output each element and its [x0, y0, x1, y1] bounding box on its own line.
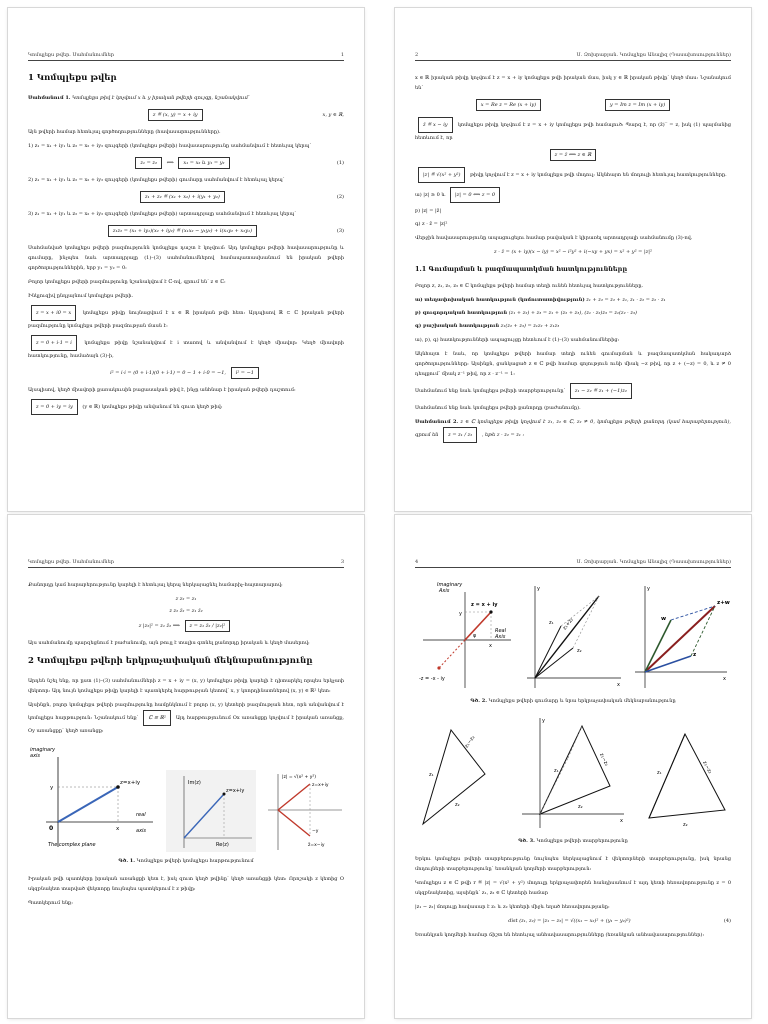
- paragraph-5: ա), բ), գ) հատկությունների ապացույցը հետևում է (1)–(3) սահմանումներից։: [415, 337, 620, 343]
- paragraph-real-embedding: [28, 305, 344, 331]
- paragraph-5: Այդ հարթությունում Ox առանցքը կոչվում է իրական առանցք, Oy առանցքը՝ կեղծ առանցք։: [28, 715, 344, 734]
- equation-quotient-2: z z₂ z̄₂ = z₁ z̄₂: [169, 608, 203, 614]
- page-number: 1: [340, 52, 344, 58]
- paragraph-3: Ինկլուզիվ ընդլայնում կոմպլեքս թվերի.: [28, 293, 134, 299]
- definition-equation-row: [28, 109, 344, 121]
- label-x: x: [616, 682, 620, 688]
- page-3: [8, 515, 364, 1018]
- section-title: 1 Կոմպլեքս թվեր: [28, 73, 117, 83]
- equation-2: z₁ + z₂ ≝ (x₁ + x₂) + i(y₁ + y₂): [140, 191, 225, 203]
- definition-condition: x, y ∈ ℝ,: [322, 112, 344, 118]
- paragraph-4: կոմպլեքս թիվը նույնացվում է x ∈ ℝ իրական թվի հետ։ Այդպիսով ℝ ⊂ ℂ իրական թվերի բազմությունը կոմպլեքս թվերի բազմության մասն է։: [28, 310, 344, 329]
- equation-1-row: [28, 157, 344, 169]
- label-difference: z₁−z₂: [701, 760, 713, 775]
- property-associative-equation: (z₁ + z₂) + z₃ = z₁ + (z₂ + z₃), (z₁ · z₂)z₃ = z₁(z₂ · z₃): [508, 310, 637, 316]
- vector-z: [278, 784, 310, 810]
- label-w: w: [661, 616, 667, 622]
- figure-1a-complex-plane: [28, 742, 158, 852]
- label-modulus: |z| = √(x² + y²): [282, 775, 316, 780]
- label-x: x: [723, 676, 726, 682]
- vector-sum: [535, 596, 599, 678]
- equation-imaginary-unit: z = 0 + i·1 = i: [31, 335, 77, 351]
- caption-text: Կոմպլեքս թվերի տարբերությունը: [536, 838, 628, 844]
- label-phi: φ: [473, 633, 477, 639]
- equation-quotient-1: z z₂ = z₁: [175, 596, 197, 602]
- paragraph-conjugate: [415, 117, 731, 143]
- equation-quotient-3-arrow: ⟹: [172, 623, 180, 629]
- label-x: x: [489, 643, 492, 649]
- caption-text: Կոմպլեքս թվերի կոմպլեքս հարթությունում: [136, 858, 254, 864]
- paragraph-2: Այս սահմանումը պարզեցնում է բաժանումը, այն թույլ է տալիս գտնել քանորդը իրական և կեղծ մասերով։: [28, 640, 310, 646]
- subsection-title: 1.1 Գումարման և բազմապատկման հատկությունները: [415, 265, 628, 273]
- running-header: [28, 555, 344, 568]
- figure-1: [28, 742, 344, 852]
- property-commutative-label: ա) տեղափոխական հատկություն (կոմուտատիվություն): [415, 297, 585, 303]
- plane-title: The complex plane: [48, 842, 96, 848]
- figure-3: [415, 714, 731, 832]
- equation-proof: z · z̄ = (x + iy)(x − iy) = x² − i²y² + i(−xy + yx) = x² + y² = |z|²: [494, 249, 652, 255]
- running-header: [28, 48, 344, 61]
- label-z1: z₁: [554, 768, 559, 774]
- caption-label: Գծ. 2.: [470, 698, 487, 704]
- property-a-equation: |z| = 0 ⟺ z = 0: [450, 187, 500, 203]
- paragraph-6: Այսպիսով, կեղծ միավորի քառակուսին բացասական թիվ է, ինչը անհնար է իրական թվերի դաշտում։: [28, 387, 296, 393]
- equation-distance: dist (z₁, z₂) = |z₁ − z₂| = √((x₁ − x₂)² + (y₁ − y₂)²): [508, 918, 631, 924]
- equation-3-number: (3): [336, 228, 344, 234]
- label-z: z = x + iy: [471, 602, 498, 608]
- header-left: Կոմպլեքս թվեր. Սահմանումներ: [28, 52, 114, 58]
- label-z: z: [693, 652, 697, 658]
- vector-neg-z: [439, 640, 465, 668]
- page-1: [8, 8, 364, 511]
- property-c: գ) z · z̄ = |z|²: [415, 221, 448, 227]
- equation-distance-number: (4): [723, 918, 731, 924]
- label-difference: z₁−z₂: [598, 752, 610, 768]
- label-neg-z: -z = -x - iy: [419, 676, 445, 682]
- figure-2b-parallelogram: [521, 580, 626, 692]
- figure-3b-difference-axes: [518, 714, 628, 832]
- vector-z-plus-w: [645, 606, 715, 672]
- operations-intro: Այն թվերի համար հետևյալ գործողությունները (հավասարությունները).: [28, 129, 221, 135]
- paragraph-2: Կոմպլեքս z ∈ ℂ թվի r ≝ |z| = √(x² + y²) մոդուլը երկրաչափորեն հանդիսանում է այդ կետի հեռավորությունը z = 0 սկզբնակետից, այսինքն՝ z₁, z₂ ∈ ℂ կետերի համար: [415, 880, 731, 896]
- label-imaginary: Imaginary: [437, 582, 463, 588]
- label-sum: z₁+z₂: [561, 616, 575, 632]
- equation-1-iff: ⟺: [166, 160, 174, 166]
- equation-quotient-3: z |z₂|² = z₁ z̄₂: [138, 623, 172, 629]
- label-y: y: [459, 611, 462, 617]
- label-y: y: [542, 718, 545, 724]
- paragraph-5: կոմպլեքս թիվը նշանակվում է i տառով և անվանվում է կեղծ միավոր։ Կեղծ միավորի հատկությունը, համաձայն (3)-ի,: [28, 340, 344, 359]
- page-number: 3: [340, 559, 344, 565]
- header-right: Ս. Զոխրաբյան. Կոմպլեքս Անալիզ (Դասախոսություններ): [576, 559, 731, 565]
- paragraph-imaginary-unit: [28, 335, 344, 361]
- paragraph-modulus: [415, 167, 731, 183]
- label-x: x: [620, 818, 623, 824]
- paragraph-7: (y ∈ ℝ) կոմպլեքս թիվը անվանում են զուտ կեղծ թիվ։: [82, 404, 223, 410]
- label-z1: z₁: [429, 772, 434, 778]
- label-z1: z₁: [548, 620, 554, 626]
- running-header: [415, 48, 731, 61]
- paragraph-1: Երկու կոմպլեքս թվերի տարբերությունը նույնպես ներկայացնում է վեկտորների տարբերությունը, իսկ նրանց մոդուլների տարբերությունը՝ եռանկյան կողմերի տարբերություն։: [415, 856, 731, 872]
- caption-label: Գծ. 1.: [118, 858, 136, 864]
- figure-1-caption: [28, 858, 344, 864]
- label-axis: axis: [136, 828, 147, 834]
- label-real: Real: [495, 628, 507, 634]
- label-axis: Axis: [495, 634, 506, 640]
- caption-label: Գծ. 3.: [518, 838, 535, 844]
- equation-conjugate-real-row: [415, 149, 731, 161]
- label-origin: 0: [49, 825, 54, 832]
- label-z2: z₂: [683, 822, 688, 828]
- property-a-text: ա) |z| ≥ 0 և: [415, 192, 446, 198]
- paragraph-1: x ∈ ℝ իրական թիվը կոչվում է z = x + iy կոմպլեքս թվի իրական մաս, իսկ y ∈ ℝ իրական թիվը՝ կեղծ մաս։ Նշանակում են՝: [415, 75, 731, 91]
- figure-2-caption: [415, 698, 731, 704]
- label-im: Im(z): [188, 780, 201, 786]
- equation-difference: z₁ − z₂ ≝ z₁ + (−1)z₂: [570, 383, 632, 399]
- definition-text: Կոմպլեքս թիվ է կոչվում x և y իրական թվերի զույգը, նշանակվում՝: [72, 95, 250, 101]
- equation-quotient-3-box: z = z₁ z̄₂ / |z₂|²: [185, 620, 231, 632]
- label-real: real: [136, 812, 146, 818]
- item-1: 1) z₁ = x₁ + iy₁ և z₂ = x₂ + iy₂ զույգերի (կոմպլեքս թվերի) հավասարությունը սահմանվում է հետևյալ կերպ՝: [28, 143, 312, 149]
- paragraph-6: Իրական թվի պատկերը իրական առանցքի կետ է, իսկ զուտ կեղծ թվինը՝ կեղծ առանցքի կետ։ Որոշակի z կետից O սկզբնակետ տարված վեկտորը նույնպես պատկերում է z թիվը։: [28, 876, 344, 892]
- figure-2a-opposite: [415, 580, 515, 692]
- figure-2c-vector-sum: [631, 580, 731, 692]
- point-neg-z: [437, 666, 440, 669]
- paragraph-3: Արդեն նշել ենք, որ ըստ (1)–(3) սահմանումների z = x + iy = (x, y) կոմպլեքս թիվը կարելի է դիտարկել որպես երկչափ վեկտոր։ Այդ նույն կոմպլեքս թիվը կարելի է պատկերել հարթության կետով՝ x, y կոորդինատներով (x, y) ∈ ℝ² կետ։: [28, 678, 344, 694]
- definition-2-text: z ∈ ℂ կոմպլեքս թիվը կոչվում է z₁, z₂ ∈ ℂ, z₂ ≠ 0, կոմպլեքս թվերի քանորդ (կամ հարաբերություն), գրում են: [415, 419, 732, 438]
- equation-1-left: z₁ = z₂: [135, 157, 162, 169]
- equation-3-row: [28, 225, 344, 237]
- page-number: 2: [415, 52, 419, 58]
- definition-1: [28, 93, 344, 103]
- property-associative-label: բ) զուգորդական հատկություն: [415, 310, 508, 316]
- equation-3: z₁z₂ = (x₁ + iy₁)(x₂ + iy₂) ≝ (x₁x₂ − y₁y₂) + i(x₁y₂ + x₂y₁): [108, 225, 257, 237]
- equation-real-part: x = Re z = Re (x + iy): [476, 99, 541, 111]
- label-z2: z₂: [578, 804, 583, 810]
- figure-3a-difference: [415, 714, 505, 832]
- paragraph-2: կոմպլեքս թիվը կոչվում է z = x + iy կոմպլեքս թվի համալուծ։ Պարզ է, որ (z̄)‾ = z, իսկ (1) պայմանից հետևում է, որ: [415, 122, 732, 141]
- vector-z1: [535, 626, 561, 678]
- equation-imaginary-part: y = Im z = Im (x + iy): [605, 99, 670, 111]
- property-distributive: [415, 321, 731, 331]
- paragraph-1: Քանորդը կամ հարաբերությունը կարելի է հետևյալ կերպ ներկայացնել համարիչ-հայտարարով։: [28, 582, 283, 588]
- property-distributive-equation: z₁(z₂ + z₃) = z₁z₂ + z₁z₃: [500, 323, 560, 329]
- paragraph-4: Վերջին հավասարությունը ապացուցելու համար բավական է կիրառել արտադրյալի սահմանումը (3)-ով.: [415, 235, 693, 241]
- label-imaginary: imaginary: [30, 747, 56, 753]
- vector-z: [184, 794, 224, 838]
- equation-1-right: x₁ = x₂ և y₁ = y₂: [178, 157, 229, 169]
- label-point: z=x+iy: [312, 783, 329, 788]
- definition-2: [415, 417, 731, 443]
- caption-text: Կոմպլեքս թվերի գումարը և նրա երկրաչափական մեկնաբանությունը: [488, 698, 676, 704]
- equation-2-row: [28, 191, 344, 203]
- label-point: z=x+iy: [226, 788, 245, 794]
- page-number: 4: [415, 559, 419, 565]
- item-3: 3) z₁ = x₁ + iy₁ և z₂ = x₂ + iy₂ զույգերի (կոմպլեքս թվերի) արտադրյալը սահմանվում է հետևյալ կերպ՝: [28, 211, 297, 217]
- paragraph-pure-imaginary: [28, 399, 344, 415]
- property-distributive-label: գ) բաշխական հատկություն: [415, 323, 500, 329]
- label-x: x: [116, 826, 120, 832]
- property-commutative: [415, 295, 731, 305]
- figure-1b-re-im: [166, 770, 256, 852]
- label-z-plus-w: z+w: [717, 600, 730, 606]
- equation-pure-imaginary: z = 0 + iy = iy: [31, 399, 78, 415]
- paragraph-3: թիվը կոչվում է z = x + iy կոմպլեքս թվի մոդուլ։ Ակնհայտ են մոդուլի հետևյալ հատկությունները.: [470, 172, 727, 178]
- label-axis: Axis: [439, 588, 450, 594]
- equation-conjugate: z̄ ≝ x − iy: [418, 117, 453, 133]
- paragraph-7: Սահմանում ենք նաև կոմպլեքս թվերի տարբերությունը՝: [415, 388, 566, 394]
- property-associative: [415, 308, 731, 318]
- figure-1c-conjugate: [264, 770, 344, 852]
- paragraph-6: Ակնհայտ է նաև, որ կոմպլեքս թվերի համար տեղի ունեն գումարման և բազմապատկման հակադարձ գործողությունները։ Այսինքն, ցանկացած z ∈ ℂ թվի համար գոյություն ունի միակ −z թիվ, որ z + (−z) = 0, և z ≠ 0 դեպքում՝ միակ z⁻¹ թիվ, որ z · z⁻¹ = 1։: [415, 351, 731, 377]
- definition-equation: z ≝ (x, y) = x + iy: [148, 109, 203, 121]
- equation-modulus: |z| ≝ √(x² + y²): [418, 167, 465, 183]
- figure-2: [415, 580, 731, 692]
- paragraph-7: Պատկերում ենք։: [28, 900, 73, 906]
- figure-3-caption: [415, 838, 731, 844]
- point-z: [489, 610, 492, 613]
- definition-2-label: Սահմանում 2.: [415, 419, 459, 425]
- section-title: 2 Կոմպլեքս թվերի երկրաչափական մեկնաբանությունը: [28, 656, 313, 666]
- definition-2-equation: z = z₁ / z₂: [443, 427, 477, 443]
- equation-i-squared-box: i² = −1: [231, 367, 259, 379]
- paragraph-difference: [415, 383, 731, 399]
- vector-z: [465, 612, 491, 640]
- triangle: [649, 734, 725, 818]
- running-header: [415, 555, 731, 568]
- label-y: y: [50, 785, 54, 791]
- figure-3c-difference: [641, 714, 731, 832]
- label-y: y: [536, 586, 540, 592]
- vector-conjugate: [278, 810, 310, 836]
- equation-1-number: (1): [336, 160, 344, 166]
- equation-plane: ℂ ≅ ℝ²: [143, 710, 171, 726]
- equation-conjugate-real: z = z̄ ⟺ z ∈ ℝ: [550, 149, 597, 161]
- label-conjugate: z̄=x−iy: [308, 843, 325, 848]
- re-im-row: [415, 99, 731, 111]
- label-point: z=x+iy: [120, 780, 141, 786]
- definition-label: Սահմանում 1.: [28, 95, 71, 101]
- property-a: [415, 187, 731, 203]
- property-commutative-equation: z₁ + z₂ = z₂ + z₁, z₁ · z₂ = z₂ · z₁: [586, 297, 666, 303]
- label-z2: z₂: [455, 802, 460, 808]
- label-y: y: [647, 586, 650, 592]
- equation-quotient-3-row: [28, 620, 344, 632]
- equation-2-number: (2): [336, 194, 344, 200]
- paragraph-3: |z₁ − z₂| մոդուլը հավասար է z₁ և z₂ կետերի միջև եղած հեռավորությանը։: [415, 904, 610, 910]
- label-neg-y: −y: [312, 829, 319, 834]
- equation-i-squared: i² = i·i = (0 + i·1)(0 + i·1) = 0 − 1 + i·0 = −1,: [110, 370, 226, 376]
- label-difference: z₁−z₂: [463, 734, 477, 750]
- paragraph-4: Այսինքն, բոլոր կոմպլեքս թվերի բազմությունը համընկնում է բոլոր (x, y) կետերի բազմության հետ, որն անվանվում է կոմպլեքս հարթություն։ Նշանակում ենք՝: [28, 702, 344, 721]
- label-axis: axis: [30, 753, 41, 759]
- vector-z2: [535, 648, 573, 678]
- label-z1: z₁: [657, 770, 662, 776]
- page-4: [395, 515, 751, 1018]
- paragraph-4: Եռանկյան կողմերի համար ճիշտ են հետևյալ անհավասարությունները (եռանկյան անհավասարություններ)։: [415, 932, 705, 938]
- paragraph-1: Սահմանված կոմպլեքս թվերի բազմությունն կոմպլեքս դաշտ է կոչվում։ Այդ կոմպլեքս թվերի հավասարությունը և գումարը, ինչպես նաև արտադրյալը (1)–(3) սահմանումներով համապատասխանում են իրական թվերի գործողություններին, երբ y₁ = y₂ = 0։: [28, 245, 344, 271]
- definition-2-tail: , եթե z · z₂ = z₁ ։: [481, 432, 525, 438]
- equation-distance-row: [415, 918, 731, 924]
- triangle: [540, 726, 610, 814]
- vector-z: [58, 787, 118, 822]
- header-right: Ս. Զոխրաբյան. Կոմպլեքս Անալիզ (Դասախոսություններ): [576, 52, 731, 58]
- equation-i-squared-row: [28, 367, 344, 379]
- item-2: 2) z₁ = x₁ + iy₁ և z₂ = x₂ + iy₂ զույգերի (կոմպլեքս թվերի) գումարը սահմանվում է հետևյալ կերպ՝: [28, 177, 285, 183]
- paragraph-plane: [28, 700, 344, 736]
- label-z2: z₂: [576, 648, 582, 654]
- page-2: [395, 8, 751, 511]
- label-re: Re(z): [216, 842, 229, 848]
- property-b: բ) |z| = |z̄|: [415, 208, 442, 214]
- equation-real: z = x + i0 = x: [31, 305, 76, 321]
- header-left: Կոմպլեքս թվեր. Սահմանումներ: [28, 559, 114, 565]
- paragraph-8: Սահմանում ենք նաև կոմպլեքս թվերի քանորդը (բաժանումը).: [415, 405, 581, 411]
- paragraph-2: Բոլոր կոմպլեքս թվերի բազմությունը նշանակվում է ℂ-ով, գրում են՝ z ∈ ℂ։: [28, 279, 226, 285]
- properties-intro: Բոլոր z, z₁, z₂, z₃ ∈ ℂ կոմպլեքս թվերի համար տեղի ունեն հետևյալ հատկությունները.: [415, 283, 644, 289]
